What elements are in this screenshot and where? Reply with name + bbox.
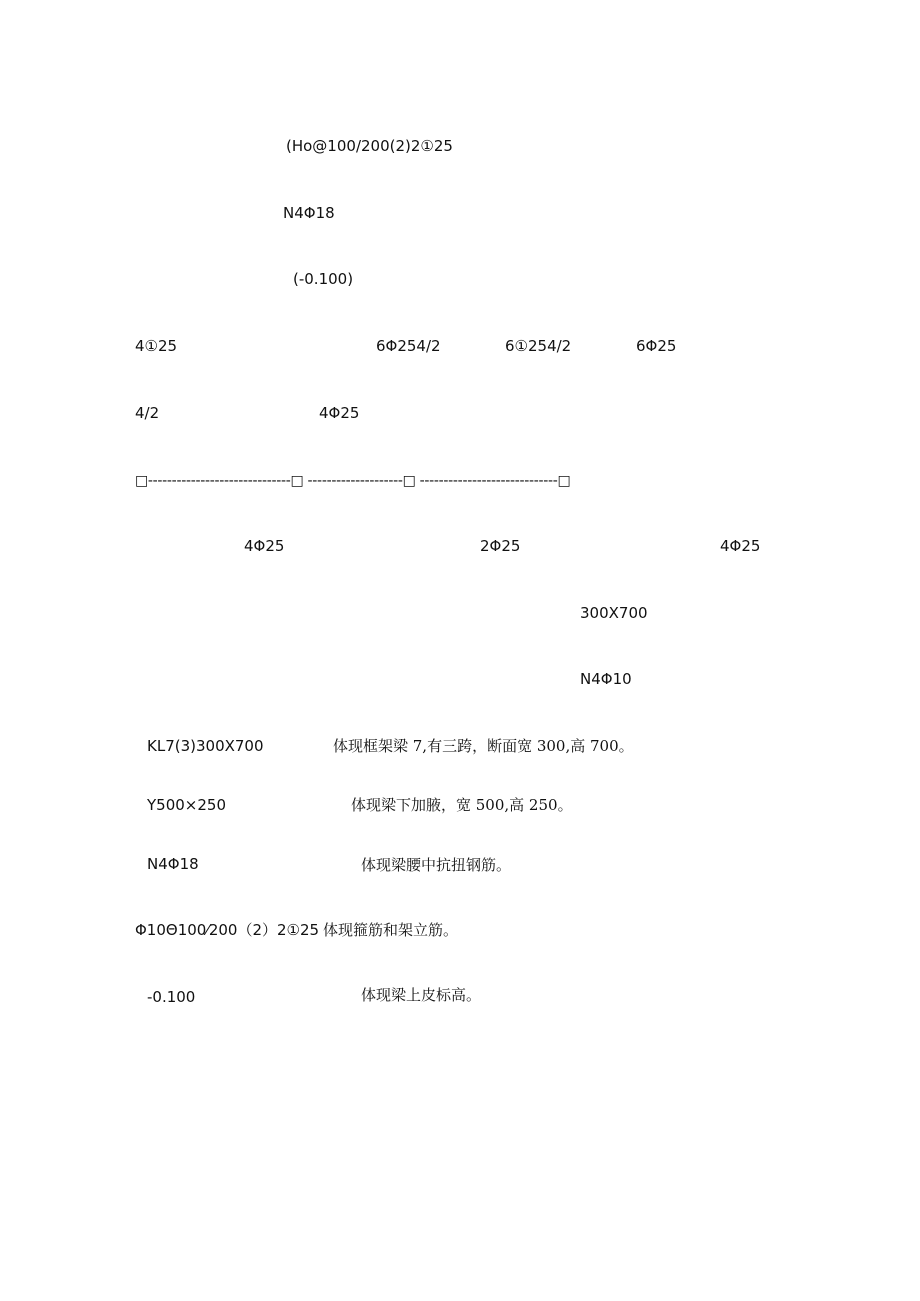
legend-code: N4Φ18 [147, 855, 199, 873]
top-bars-row2-mid: 4Φ25 [319, 404, 360, 422]
beam-line: □------------------------------□ --------------------□ -----------------------------□ [135, 473, 571, 489]
span3-section-label: 300X700 [580, 604, 648, 622]
top-bars-span1-right: 6Φ254/2 [376, 337, 441, 355]
waist-bars-label: N4Φ18 [283, 204, 335, 222]
top-bars-left-support: 4①25 [135, 337, 178, 355]
bottom-bars-span3: 4Φ25 [720, 537, 761, 555]
legend-desc: 体现箍筋和架立筋。 [323, 921, 459, 939]
legend-code: -0.100 [147, 988, 196, 1006]
legend-code: Y500×250 [147, 796, 226, 814]
legend-code: KL7(3)300X700 [147, 737, 264, 755]
legend-code: Φ10Θ100⁄200（2）2①25 [135, 921, 320, 939]
legend-desc: 体现梁腰中抗扭钢筋。 [361, 856, 512, 874]
top-bars-span2-left: 6①254/2 [505, 337, 572, 355]
legend-desc: 体现梁下加腋，宽 500,高 250。 [351, 796, 573, 814]
bottom-bars-span2: 2Φ25 [480, 537, 521, 555]
elevation-label: (-0.100) [293, 270, 354, 288]
top-bars-right-support: 6Φ25 [636, 337, 677, 355]
top-bars-row2-left: 4/2 [135, 404, 160, 422]
span3-waist-label: N4Φ10 [580, 670, 632, 688]
stirrup-note: (Ho@100/200(2)2①25 [286, 137, 453, 155]
legend-desc: 体现梁上皮标高。 [361, 986, 482, 1004]
bottom-bars-span1: 4Φ25 [244, 537, 285, 555]
legend-desc: 体现框架梁 7,有三跨，断面宽 300,高 700。 [333, 737, 634, 755]
